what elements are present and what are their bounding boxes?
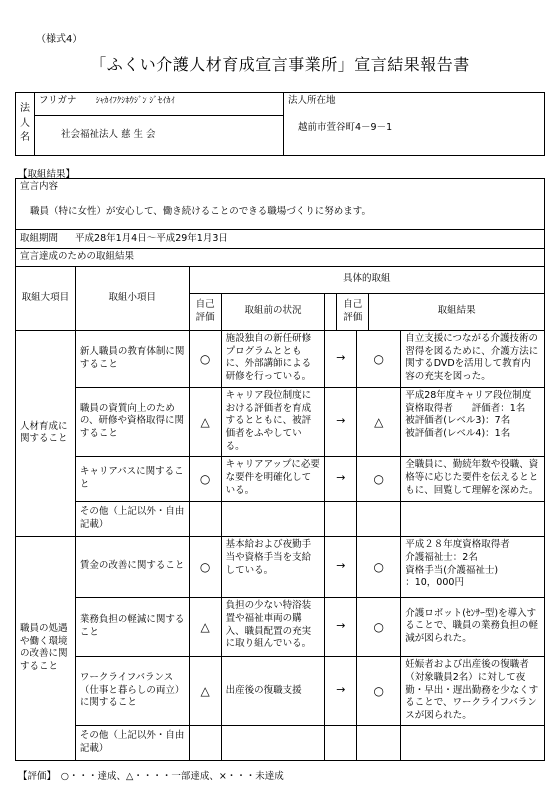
- minor-item: 職員の資質向上のための、研修や資格取得に関すること: [75, 387, 189, 456]
- result-text: 平成２８年度資格取得者 介護福祉士：2名 資格手当(介護福祉士) ：10，000円: [401, 536, 545, 597]
- eval-after: [357, 725, 401, 760]
- minor-item: ワークライフバランス（仕事と暮らしの両立）に関すること: [75, 656, 189, 725]
- results-label: 宣言達成のための取組結果: [16, 249, 545, 267]
- declaration-text: 職員（特に女性）が安心して、働き続けることのできる職場づくりに努めます。: [30, 205, 372, 217]
- minor-item: その他（上記以外・自由記載）: [75, 725, 189, 760]
- side-char: 人: [20, 117, 30, 129]
- arrow-cell: [325, 501, 357, 536]
- result-text: 自立支援につながる介護技術の習得を図るために、介護方法に関するDVDを活用して教育内容の充実を図った。: [401, 330, 545, 387]
- arrow-icon: →: [325, 597, 357, 656]
- furigana-label: フリガナ: [39, 95, 77, 106]
- before-status: 施設独自の新任研修プログラムとともに、外部講師による研修を行っている。: [221, 330, 325, 387]
- before-status: 基本給および夜勤手当や資格手当を支給している。: [221, 536, 325, 597]
- period-cell: [16, 230, 545, 249]
- minor-item: その他（上記以外・自由記載）: [75, 501, 189, 536]
- eval-after: ○: [357, 597, 401, 656]
- col-minor: 取組小項目: [75, 266, 189, 330]
- eval-after: △: [357, 387, 401, 456]
- arrow-icon: →: [325, 330, 357, 387]
- eval-before: △: [189, 387, 221, 456]
- col-gap: [325, 293, 337, 330]
- result-text: 介護ロボット(ｾﾝｻｰ型)を導入することで、職員の業務負担の軽減が図られた。: [401, 597, 545, 656]
- eval-after: ○: [357, 330, 401, 387]
- corp-name: 社会福祉法人 慈 生 会: [61, 129, 156, 141]
- page-title: 「ふくい介護人材育成宣言事業所」宣言結果報告書: [90, 55, 470, 74]
- eval-after: ○: [357, 656, 401, 725]
- arrow-cell: [325, 725, 357, 760]
- arrow-icon: →: [325, 536, 357, 597]
- before-status: [221, 501, 325, 536]
- minor-item: 業務負担の軽減に関すること: [75, 597, 189, 656]
- before-status: 出産後の復職支援: [221, 656, 325, 725]
- col-self-eval-before: 自己 評価: [189, 293, 221, 330]
- result-text: [401, 501, 545, 536]
- corporation-info-table: [15, 92, 545, 156]
- before-status: キャリア段位制度における評価者を育成するとともに、被評価者をふやしている。: [221, 387, 325, 456]
- major-item: 人材育成に関すること: [16, 330, 76, 536]
- eval-before: △: [189, 597, 221, 656]
- eval-after: [357, 501, 401, 536]
- side-char: 法: [20, 103, 30, 115]
- period-label: 取組期間: [20, 232, 59, 244]
- period-value: 平成28年1月4日～平成29年1月3日: [75, 232, 228, 244]
- eval-before: ○: [189, 330, 221, 387]
- eval-before: △: [189, 656, 221, 725]
- section-label: 【取組結果】: [18, 169, 76, 180]
- col-before: 取組前の状況: [221, 293, 325, 330]
- col-self-eval-after: 自己 評価: [337, 293, 369, 330]
- address-cell: [284, 93, 545, 156]
- furigana-cell: [35, 93, 284, 116]
- side-char: 名: [20, 132, 30, 144]
- eval-before: [189, 501, 221, 536]
- before-status: 負担の少ない特浴装置や福祉車両の購入、職員配置の充実に取り組んでいる。: [221, 597, 325, 656]
- result-text: 全職員に、勤続年数や役職、資格等に応じた要件を伝えるとともに、回覧して理解を深めた。: [401, 456, 545, 501]
- result-text: [401, 725, 545, 760]
- before-status: [221, 725, 325, 760]
- eval-after: ○: [357, 536, 401, 597]
- result-text: 平成28年度キャリア段位制度資格取得者 評価者：1名 被評価者(レベル3)：7名 被評価者(レベル4)：1名: [401, 387, 545, 456]
- address-label: 法人所在地: [288, 95, 336, 106]
- arrow-icon: →: [325, 656, 357, 725]
- declaration-cell: [16, 179, 545, 230]
- address-value: 越前市萱谷町4－9－1: [298, 121, 393, 133]
- major-item: 職員の処遇や働く環境の改善に関すること: [16, 536, 76, 760]
- declaration-label: 宣言内容: [20, 181, 59, 192]
- evaluation-legend: 【評価】 ○・・・達成、△・・・・一部達成、×・・・未達成: [18, 771, 284, 782]
- col-major: 取組大項目: [16, 266, 76, 330]
- col-result: 取組結果: [369, 293, 545, 330]
- minor-item: 新人職員の教育体制に関すること: [75, 330, 189, 387]
- result-text: 妊娠者および出産後の復職者（対象職員2名）に対して夜勤・早出・遅出勤務を少なくすることで、ワークライフバランスが図られた。: [401, 656, 545, 725]
- col-specific: 具体的取組: [189, 266, 544, 293]
- arrow-icon: →: [325, 456, 357, 501]
- eval-after: ○: [357, 456, 401, 501]
- eval-before: [189, 725, 221, 760]
- results-table: [15, 178, 545, 761]
- arrow-icon: →: [325, 387, 357, 456]
- corp-side-label: [16, 93, 35, 156]
- before-status: キャリアアップに必要な要件を明確化している。: [221, 456, 325, 501]
- furigana-value: ｼｬｶｲﾌｸｼﾎｳｼﾞﾝ ｼﾞｾｲｶｲ: [95, 96, 175, 106]
- corp-name-cell: [35, 116, 284, 156]
- eval-before: ○: [189, 456, 221, 501]
- eval-before: ○: [189, 536, 221, 597]
- form-number: （様式4）: [36, 34, 83, 45]
- minor-item: 賃金の改善に関すること: [75, 536, 189, 597]
- minor-item: キャリアパスに関すること: [75, 456, 189, 501]
